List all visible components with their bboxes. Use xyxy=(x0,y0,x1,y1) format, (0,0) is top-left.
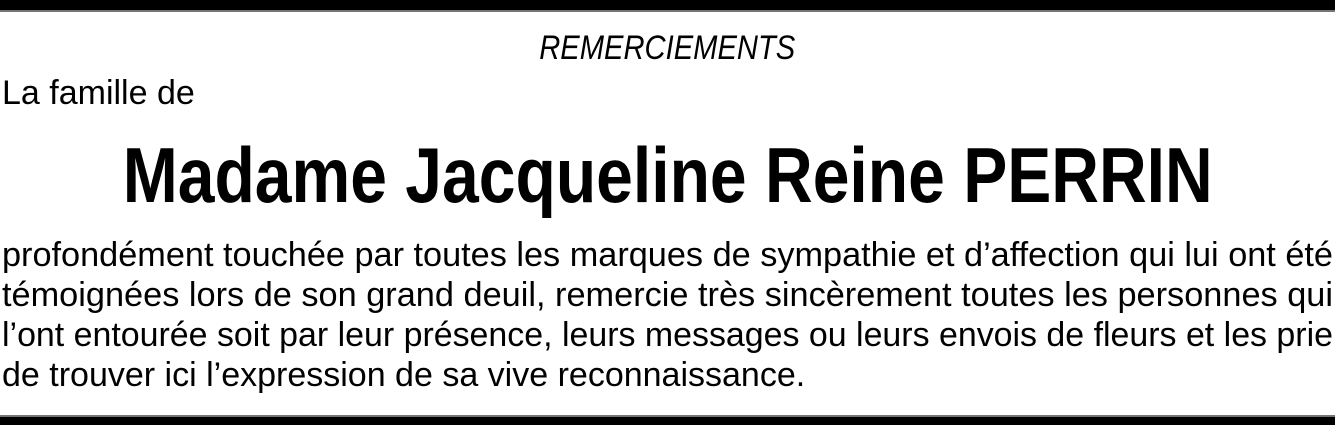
body-line xyxy=(2,235,1333,275)
body-line xyxy=(2,315,1333,355)
notice-body xyxy=(2,235,1333,395)
notice-category-label: REMERCIEMENTS xyxy=(539,29,796,67)
intro-line: La famille de xyxy=(2,74,195,112)
deceased-name-heading xyxy=(0,131,1335,219)
notice-category xyxy=(0,31,1335,65)
bottom-divider-bar xyxy=(0,415,1335,425)
body-line-text: profondément touchée par toutes les marques de sympathie et d’affection qui lui ont été xyxy=(2,236,1333,274)
top-divider-bar xyxy=(0,0,1335,12)
body-line xyxy=(2,355,1333,395)
body-line-text: l’ont entourée soit par leur présence, leurs messages ou leurs envois de fleurs et les prie xyxy=(2,316,1333,354)
body-line-text: de trouver ici l’expression de sa vive reconnaissance. xyxy=(2,356,806,394)
body-line-text: témoignées lors de son grand deuil, remercie très sincèrement toutes les personnes qui xyxy=(2,276,1333,314)
body-line xyxy=(2,275,1333,315)
deceased-name: Madame Jacqueline Reine PERRIN xyxy=(122,131,1213,219)
